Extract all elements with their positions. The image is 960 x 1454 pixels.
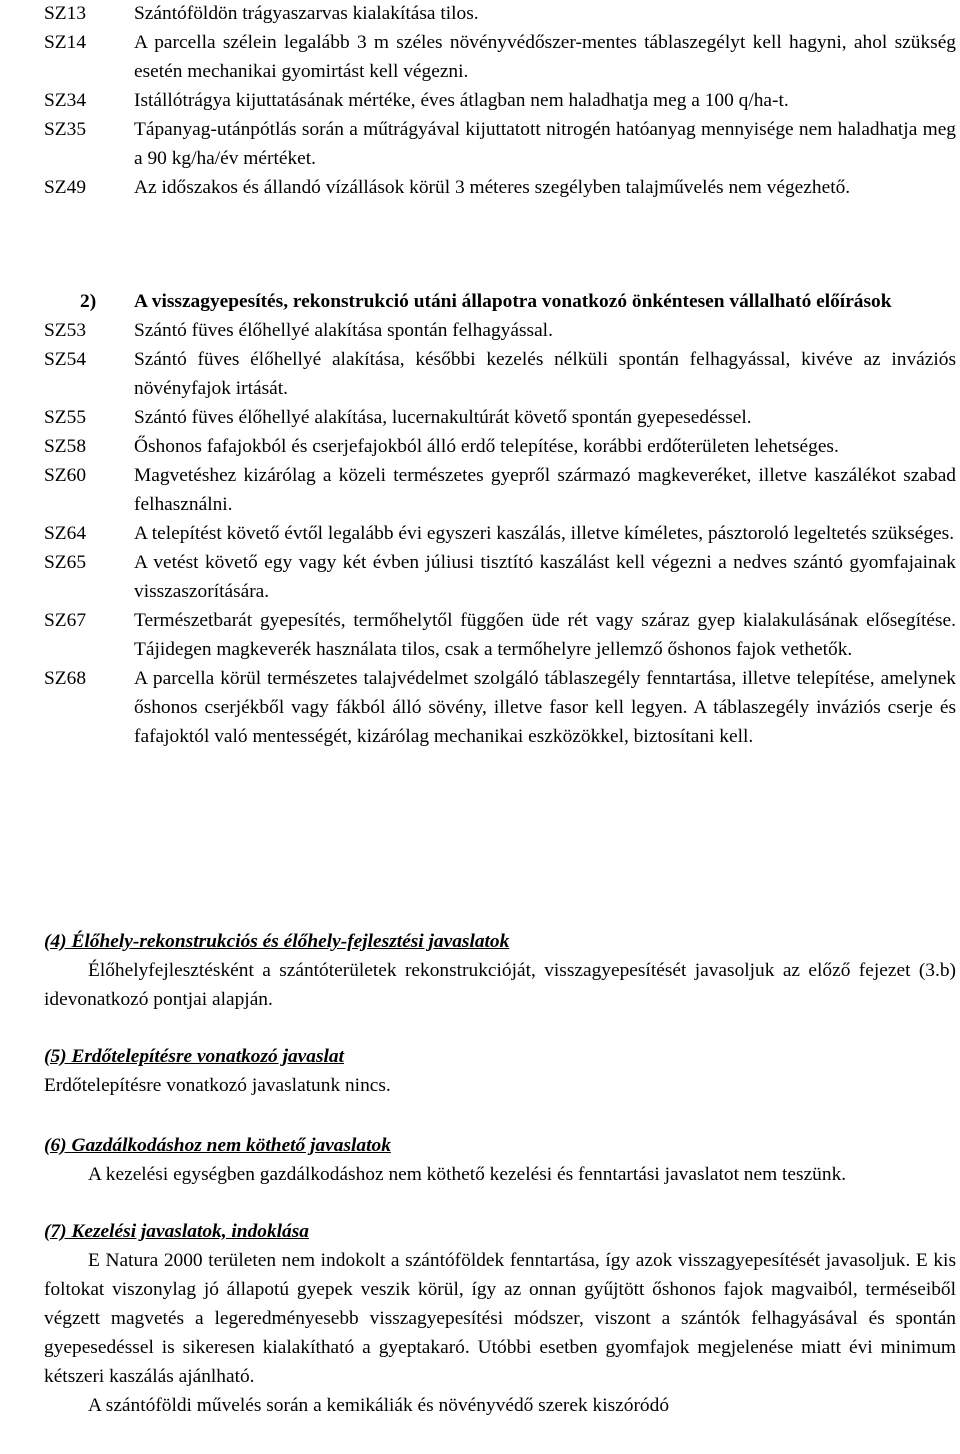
section-4-body: Élőhelyfejlesztésként a szántóterületek rekonstrukcióját, visszagyepesítését javasoljuk az előző fejezet (3.b) idevonatkozó pontjai alapján. <box>44 960 956 1010</box>
list-item <box>44 519 956 548</box>
item-code: SZ13 <box>44 3 87 24</box>
item-code: SZ68 <box>44 668 87 689</box>
requirements-list-1 <box>44 0 956 202</box>
list-item <box>44 403 956 432</box>
item-text: Őshonos fafajokból és cserjefajokból álló erdő telepítése, korábbi erdőterületen lehetséges. <box>134 436 839 457</box>
item-code: SZ60 <box>44 465 87 486</box>
section-2-number: 2) <box>80 291 97 312</box>
item-text: Szántóföldön trágyaszarvas kialakítása tilos. <box>134 3 479 24</box>
item-text: Természetbarát gyepesítés, termőhelytől függően üde rét vagy száraz gyep kialakulásának elősegítése. Tájidegen magkeverék használata tilos, csak a termőhelyre jellemző őshonos fajok vethetők. <box>134 610 956 660</box>
item-code: SZ54 <box>44 349 87 370</box>
item-text: A parcella szélein legalább 3 m széles növényvédőszer-mentes táblaszegélyt kell hagyni, ahol szükség esetén mechanikai gyomirtást kell végezni. <box>134 32 956 82</box>
item-text: Tápanyag-utánpótlás során a műtrágyával kijuttatott nitrogén hatóanyag mennyisége nem haladhatja meg a 90 kg/ha/év mértéket. <box>134 119 956 169</box>
item-text: Szántó füves élőhellyé alakítása spontán felhagyással. <box>134 320 553 341</box>
item-code: SZ65 <box>44 552 87 573</box>
item-text: Szántó füves élőhellyé alakítása, lucernakultúrát követő spontán gyepesedéssel. <box>134 407 752 428</box>
item-text: A telepítést követő évtől legalább évi egyszeri kaszálás, illetve kíméletes, pásztoroló legeltetés szükséges. <box>134 523 955 544</box>
section-4 <box>44 927 956 1014</box>
section-7-body-1: E Natura 2000 területen nem indokolt a szántóföldek fenntartása, így azok visszagyepesítését javasoljuk. E kis foltokat viszonylag jó állapotú gyepek veszik körül, így az onnan gyűjtött őshonos fajok magvaiból, terméseiből végzett magvetés a legeredményesebb visszagyepesítési módszer, viszont a szántók felhagyásával és spontán gyepesedéssel is sikeresen kialakítható a gyeptakaró. Utóbbi esetben gyomfajok megjelenése miatt évi minimum kétszeri kaszálás ajánlható. <box>44 1250 956 1387</box>
list-item <box>44 461 956 519</box>
section-6-title: (6) Gazdálkodáshoz nem köthető javaslatok <box>44 1135 391 1156</box>
list-item <box>44 86 956 115</box>
item-code: SZ35 <box>44 119 87 140</box>
section-2-heading <box>44 287 956 316</box>
section-5-title: (5) Erdőtelepítésre vonatkozó javaslat <box>44 1046 344 1067</box>
item-code: SZ49 <box>44 177 87 198</box>
item-text: Istállótrágya kijuttatásának mértéke, éves átlagban nem haladhatja meg a 100 q/ha-t. <box>134 90 789 111</box>
item-code: SZ67 <box>44 610 87 631</box>
item-code: SZ14 <box>44 32 87 53</box>
list-item <box>44 664 956 751</box>
section-7 <box>44 1217 956 1420</box>
list-item <box>44 548 956 606</box>
list-item <box>44 606 956 664</box>
list-item <box>44 0 956 28</box>
section-5-body: Erdőtelepítésre vonatkozó javaslatunk nincs. <box>44 1075 391 1096</box>
section-4-title: (4) Élőhely-rekonstrukciós és élőhely-fejlesztési javaslatok <box>44 931 510 952</box>
item-code: SZ53 <box>44 320 87 341</box>
section-6-body: A kezelési egységben gazdálkodáshoz nem köthető kezelési és fenntartási javaslatot nem teszünk. <box>88 1164 847 1185</box>
item-text: Szántó füves élőhellyé alakítása, későbbi kezelés nélküli spontán felhagyással, kivéve az inváziós növényfajok irtását. <box>134 349 956 399</box>
item-text: Az időszakos és állandó vízállások körül 3 méteres szegélyben talajművelés nem végezhető. <box>134 177 851 198</box>
item-text: A parcella körül természetes talajvédelmet szolgáló táblaszegély fenntartása, illetve telepítése, amelynek őshonos cserjékből vagy fákból álló sövény, illetve fasor kell legyen. A táblaszegély inváziós cserje és fafajoktól való mentességét, kizárólag mechanikai eszközökkel, biztosítani kell. <box>134 668 956 747</box>
section-7-body-2: A szántóföldi művelés során a kemikáliák és növényvédő szerek kiszóródó <box>88 1395 670 1416</box>
list-item <box>44 345 956 403</box>
requirements-list-2 <box>44 287 956 751</box>
item-text: Magvetéshez kizárólag a közeli természetes gyepről származó magkeveréket, illetve kaszálékot szabad felhasználni. <box>134 465 956 515</box>
list-item <box>44 432 956 461</box>
list-item <box>44 115 956 173</box>
list-item <box>44 28 956 86</box>
section-6 <box>44 1131 956 1189</box>
list-item <box>44 173 956 202</box>
item-code: SZ55 <box>44 407 87 428</box>
item-code: SZ34 <box>44 90 87 111</box>
item-code: SZ58 <box>44 436 87 457</box>
section-5 <box>44 1042 956 1100</box>
item-code: SZ64 <box>44 523 87 544</box>
section-7-title: (7) Kezelési javaslatok, indoklása <box>44 1221 309 1242</box>
list-item <box>44 316 956 345</box>
section-2-title: A visszagyepesítés, rekonstrukció utáni állapotra vonatkozó önkéntesen vállalható előírások <box>134 291 892 312</box>
item-text: A vetést követő egy vagy két évben júliusi tisztító kaszálást kell végezni a nedves szántó gyomfajainak visszaszorítására. <box>134 552 956 602</box>
